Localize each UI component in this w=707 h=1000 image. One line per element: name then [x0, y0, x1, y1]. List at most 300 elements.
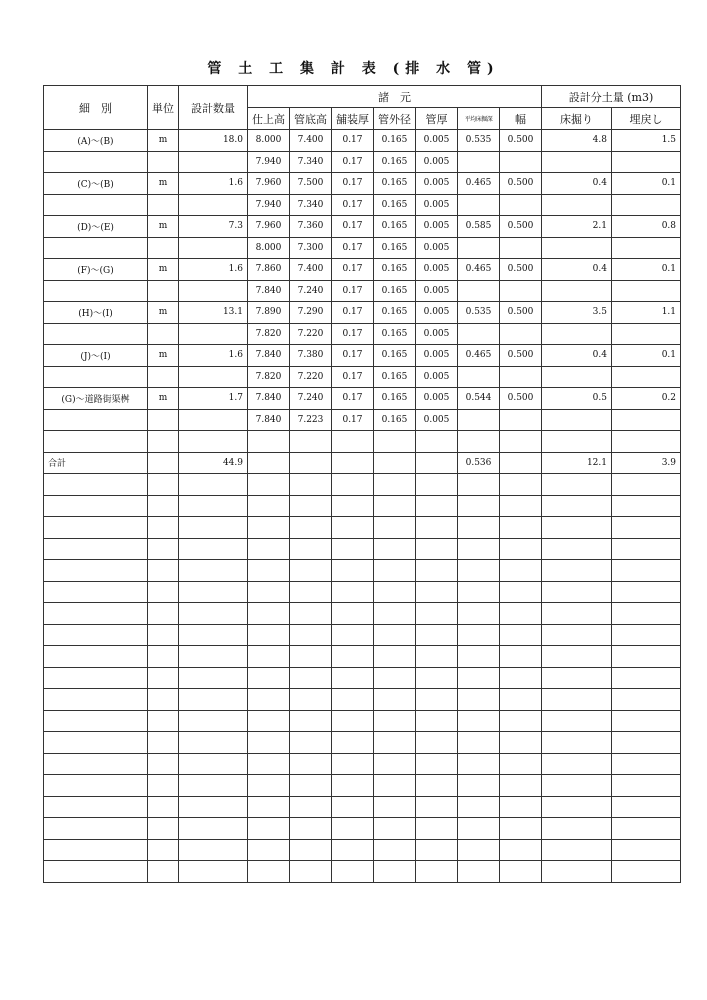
empty-cell [248, 732, 290, 754]
empty-cell [542, 560, 612, 582]
empty-cell [44, 861, 148, 883]
empty-cell [542, 495, 612, 517]
empty-cell [179, 839, 248, 861]
excavation-cell: 0.4 [542, 259, 612, 281]
width-cell [500, 409, 542, 431]
finish-height-cell [248, 452, 290, 474]
empty-row [44, 646, 681, 668]
empty-cell [44, 560, 148, 582]
empty-row [44, 667, 681, 689]
empty-row [44, 560, 681, 582]
empty-cell [500, 581, 542, 603]
item-name-cell: (C)～(B) [44, 173, 148, 195]
item-name-cell: 合計 [44, 452, 148, 474]
empty-row [44, 839, 681, 861]
empty-cell [416, 839, 458, 861]
pipe-thickness-cell: 0.005 [416, 194, 458, 216]
excavation-cell [542, 431, 612, 453]
empty-cell [148, 775, 179, 797]
empty-cell [44, 517, 148, 539]
empty-cell [332, 796, 374, 818]
pipe-thickness-cell: 0.005 [416, 280, 458, 302]
average-depth-cell [458, 431, 500, 453]
empty-cell [458, 753, 500, 775]
header-soil-volume: 設計分土量 (m3) [542, 86, 681, 108]
pipe-thickness-cell: 0.005 [416, 323, 458, 345]
empty-cell [44, 603, 148, 625]
design-qty-cell: 13.1 [179, 302, 248, 324]
pipe-thickness-cell: 0.005 [416, 130, 458, 152]
empty-cell [542, 646, 612, 668]
design-qty-cell [179, 366, 248, 388]
unit-cell: m [148, 173, 179, 195]
pavement-thickness-cell: 0.17 [332, 366, 374, 388]
width-cell: 0.500 [500, 259, 542, 281]
pavement-thickness-cell: 0.17 [332, 345, 374, 367]
empty-cell [542, 474, 612, 496]
empty-cell [458, 624, 500, 646]
average-depth-cell: 0.535 [458, 302, 500, 324]
empty-cell [148, 646, 179, 668]
finish-height-cell: 7.820 [248, 366, 290, 388]
outer-diameter-cell: 0.165 [374, 302, 416, 324]
finish-height-cell: 8.000 [248, 237, 290, 259]
empty-cell [458, 689, 500, 711]
empty-cell [148, 732, 179, 754]
outer-diameter-cell: 0.165 [374, 151, 416, 173]
table-row [44, 366, 681, 388]
empty-cell [612, 775, 681, 797]
excavation-cell [542, 366, 612, 388]
empty-cell [148, 710, 179, 732]
design-qty-cell: 1.6 [179, 259, 248, 281]
empty-cell [500, 603, 542, 625]
pipe-bottom-cell: 7.380 [290, 345, 332, 367]
empty-row [44, 732, 681, 754]
backfill-cell [612, 366, 681, 388]
empty-row [44, 796, 681, 818]
table-row [44, 388, 681, 410]
finish-height-cell: 7.960 [248, 216, 290, 238]
empty-cell [612, 581, 681, 603]
finish-height-cell: 7.840 [248, 409, 290, 431]
empty-cell [458, 861, 500, 883]
empty-cell [44, 495, 148, 517]
empty-cell [332, 474, 374, 496]
empty-cell [416, 667, 458, 689]
pipe-bottom-cell: 7.400 [290, 130, 332, 152]
table-row [44, 345, 681, 367]
empty-cell [332, 517, 374, 539]
empty-cell [458, 517, 500, 539]
empty-cell [458, 796, 500, 818]
table-row [44, 194, 681, 216]
empty-cell [248, 839, 290, 861]
empty-cell [416, 495, 458, 517]
unit-cell [148, 280, 179, 302]
empty-cell [542, 796, 612, 818]
empty-cell [612, 474, 681, 496]
empty-cell [612, 710, 681, 732]
unit-cell: m [148, 130, 179, 152]
empty-row [44, 753, 681, 775]
outer-diameter-cell: 0.165 [374, 409, 416, 431]
pipe-thickness-cell: 0.005 [416, 216, 458, 238]
finish-height-cell: 7.840 [248, 280, 290, 302]
header-pipe-bottom: 管底高 [290, 108, 332, 130]
design-qty-cell [179, 237, 248, 259]
empty-cell [416, 538, 458, 560]
empty-cell [179, 603, 248, 625]
empty-row [44, 689, 681, 711]
empty-cell [500, 839, 542, 861]
empty-cell [542, 689, 612, 711]
empty-row [44, 775, 681, 797]
empty-cell [248, 861, 290, 883]
empty-cell [458, 839, 500, 861]
empty-cell [612, 861, 681, 883]
empty-cell [416, 732, 458, 754]
table-row [44, 409, 681, 431]
unit-cell: m [148, 259, 179, 281]
finish-height-cell: 7.860 [248, 259, 290, 281]
empty-cell [374, 581, 416, 603]
backfill-cell: 3.9 [612, 452, 681, 474]
empty-cell [44, 689, 148, 711]
width-cell [500, 194, 542, 216]
empty-cell [248, 775, 290, 797]
outer-diameter-cell: 0.165 [374, 194, 416, 216]
average-depth-cell: 0.535 [458, 130, 500, 152]
unit-cell [148, 409, 179, 431]
empty-cell [148, 603, 179, 625]
empty-cell [416, 796, 458, 818]
outer-diameter-cell: 0.165 [374, 345, 416, 367]
empty-cell [374, 710, 416, 732]
empty-cell [148, 839, 179, 861]
empty-cell [500, 818, 542, 840]
empty-cell [458, 603, 500, 625]
average-depth-cell [458, 280, 500, 302]
outer-diameter-cell [374, 431, 416, 453]
empty-cell [179, 560, 248, 582]
width-cell: 0.500 [500, 216, 542, 238]
finish-height-cell [248, 431, 290, 453]
empty-cell [44, 753, 148, 775]
empty-cell [179, 474, 248, 496]
backfill-cell: 0.1 [612, 259, 681, 281]
empty-cell [148, 495, 179, 517]
excavation-cell [542, 194, 612, 216]
empty-cell [332, 603, 374, 625]
empty-cell [374, 560, 416, 582]
finish-height-cell: 8.000 [248, 130, 290, 152]
empty-cell [290, 796, 332, 818]
empty-cell [542, 517, 612, 539]
excavation-cell [542, 280, 612, 302]
empty-cell [416, 818, 458, 840]
empty-cell [179, 753, 248, 775]
empty-cell [290, 689, 332, 711]
header-pipe-thickness: 管厚 [416, 108, 458, 130]
empty-cell [332, 775, 374, 797]
total-row [44, 452, 681, 474]
empty-cell [374, 624, 416, 646]
pavement-thickness-cell [332, 452, 374, 474]
header-width: 幅 [500, 108, 542, 130]
empty-cell [612, 517, 681, 539]
empty-cell [290, 753, 332, 775]
finish-height-cell: 7.940 [248, 194, 290, 216]
finish-height-cell: 7.820 [248, 323, 290, 345]
empty-cell [179, 581, 248, 603]
empty-cell [179, 710, 248, 732]
average-depth-cell [458, 151, 500, 173]
empty-cell [458, 538, 500, 560]
empty-cell [332, 624, 374, 646]
pavement-thickness-cell: 0.17 [332, 237, 374, 259]
empty-cell [458, 474, 500, 496]
empty-row [44, 624, 681, 646]
backfill-cell [612, 237, 681, 259]
empty-cell [148, 689, 179, 711]
empty-cell [416, 560, 458, 582]
empty-row [44, 495, 681, 517]
empty-cell [416, 861, 458, 883]
table-row [44, 259, 681, 281]
header-average-depth: 平均床掘深 [458, 108, 500, 130]
pipe-bottom-cell [290, 452, 332, 474]
table-row [44, 302, 681, 324]
empty-cell [179, 796, 248, 818]
table-row [44, 280, 681, 302]
empty-cell [458, 646, 500, 668]
excavation-cell [542, 237, 612, 259]
unit-cell [148, 431, 179, 453]
empty-cell [500, 624, 542, 646]
empty-cell [374, 818, 416, 840]
pipe-bottom-cell: 7.340 [290, 151, 332, 173]
pipe-bottom-cell: 7.240 [290, 388, 332, 410]
empty-cell [612, 495, 681, 517]
empty-cell [44, 581, 148, 603]
backfill-cell: 1.5 [612, 130, 681, 152]
empty-cell [290, 603, 332, 625]
pipe-thickness-cell: 0.005 [416, 366, 458, 388]
average-depth-cell [458, 409, 500, 431]
empty-cell [148, 581, 179, 603]
empty-cell [542, 775, 612, 797]
unit-cell [148, 366, 179, 388]
empty-cell [332, 495, 374, 517]
empty-cell [500, 732, 542, 754]
empty-cell [612, 667, 681, 689]
empty-cell [248, 646, 290, 668]
table-row [44, 431, 681, 453]
empty-cell [612, 646, 681, 668]
page-title: 管 土 工 集 計 表 (排 水 管) [207, 61, 500, 77]
empty-cell [248, 624, 290, 646]
width-cell [500, 323, 542, 345]
empty-cell [44, 538, 148, 560]
pavement-thickness-cell: 0.17 [332, 216, 374, 238]
excavation-cell [542, 151, 612, 173]
empty-cell [179, 495, 248, 517]
design-qty-cell [179, 194, 248, 216]
empty-cell [374, 753, 416, 775]
item-name-cell: (J)～(I) [44, 345, 148, 367]
pavement-thickness-cell: 0.17 [332, 280, 374, 302]
empty-cell [332, 689, 374, 711]
empty-cell [374, 861, 416, 883]
pipe-thickness-cell: 0.005 [416, 388, 458, 410]
empty-cell [44, 710, 148, 732]
empty-cell [374, 646, 416, 668]
empty-cell [148, 796, 179, 818]
empty-cell [332, 732, 374, 754]
outer-diameter-cell: 0.165 [374, 366, 416, 388]
pavement-thickness-cell: 0.17 [332, 409, 374, 431]
empty-cell [612, 839, 681, 861]
outer-diameter-cell: 0.165 [374, 130, 416, 152]
empty-cell [179, 667, 248, 689]
empty-cell [332, 818, 374, 840]
table-row [44, 237, 681, 259]
empty-cell [458, 710, 500, 732]
empty-cell [44, 732, 148, 754]
backfill-cell: 0.2 [612, 388, 681, 410]
empty-cell [290, 818, 332, 840]
outer-diameter-cell: 0.165 [374, 388, 416, 410]
empty-cell [416, 474, 458, 496]
pipe-bottom-cell: 7.500 [290, 173, 332, 195]
pipe-thickness-cell [416, 452, 458, 474]
average-depth-cell [458, 366, 500, 388]
pavement-thickness-cell: 0.17 [332, 388, 374, 410]
empty-cell [290, 495, 332, 517]
excavation-cell [542, 323, 612, 345]
pipe-bottom-cell: 7.220 [290, 366, 332, 388]
unit-cell [148, 151, 179, 173]
empty-cell [612, 818, 681, 840]
empty-cell [542, 732, 612, 754]
unit-cell [148, 237, 179, 259]
empty-cell [416, 710, 458, 732]
empty-cell [374, 775, 416, 797]
empty-cell [248, 753, 290, 775]
pipe-thickness-cell: 0.005 [416, 237, 458, 259]
empty-cell [290, 581, 332, 603]
empty-cell [179, 861, 248, 883]
empty-cell [44, 818, 148, 840]
empty-cell [248, 796, 290, 818]
empty-cell [612, 689, 681, 711]
empty-cell [612, 624, 681, 646]
pipe-thickness-cell: 0.005 [416, 173, 458, 195]
empty-cell [542, 839, 612, 861]
unit-cell: m [148, 388, 179, 410]
empty-cell [290, 732, 332, 754]
empty-cell [332, 538, 374, 560]
outer-diameter-cell: 0.165 [374, 216, 416, 238]
empty-cell [500, 517, 542, 539]
outer-diameter-cell: 0.165 [374, 323, 416, 345]
empty-row [44, 538, 681, 560]
empty-row [44, 581, 681, 603]
unit-cell: m [148, 302, 179, 324]
empty-cell [44, 624, 148, 646]
empty-cell [374, 517, 416, 539]
header-excavation: 床掘り [542, 108, 612, 130]
item-name-cell [44, 237, 148, 259]
empty-cell [44, 839, 148, 861]
empty-cell [458, 775, 500, 797]
empty-cell [148, 474, 179, 496]
item-name-cell [44, 151, 148, 173]
pavement-thickness-cell: 0.17 [332, 151, 374, 173]
pipe-thickness-cell: 0.005 [416, 151, 458, 173]
empty-cell [612, 753, 681, 775]
empty-cell [542, 861, 612, 883]
unit-cell: m [148, 216, 179, 238]
design-qty-cell: 1.6 [179, 345, 248, 367]
empty-cell [500, 861, 542, 883]
empty-cell [612, 538, 681, 560]
average-depth-cell: 0.465 [458, 345, 500, 367]
empty-cell [332, 581, 374, 603]
empty-cell [500, 775, 542, 797]
pipe-thickness-cell: 0.005 [416, 409, 458, 431]
design-qty-cell [179, 280, 248, 302]
empty-cell [148, 667, 179, 689]
backfill-cell: 1.1 [612, 302, 681, 324]
empty-cell [332, 839, 374, 861]
width-cell: 0.500 [500, 345, 542, 367]
empty-cell [148, 753, 179, 775]
backfill-cell [612, 323, 681, 345]
empty-cell [416, 753, 458, 775]
empty-cell [542, 581, 612, 603]
empty-cell [148, 517, 179, 539]
empty-cell [248, 689, 290, 711]
pipe-thickness-cell: 0.005 [416, 345, 458, 367]
pipe-bottom-cell: 7.220 [290, 323, 332, 345]
empty-cell [374, 495, 416, 517]
outer-diameter-cell: 0.165 [374, 280, 416, 302]
empty-cell [542, 667, 612, 689]
empty-cell [374, 732, 416, 754]
empty-cell [148, 818, 179, 840]
empty-row [44, 818, 681, 840]
item-name-cell: (A)～(B) [44, 130, 148, 152]
empty-cell [374, 689, 416, 711]
pipe-thickness-cell: 0.005 [416, 302, 458, 324]
width-cell: 0.500 [500, 302, 542, 324]
empty-cell [248, 581, 290, 603]
pavement-thickness-cell: 0.17 [332, 130, 374, 152]
backfill-cell [612, 280, 681, 302]
empty-cell [332, 861, 374, 883]
width-cell: 0.500 [500, 388, 542, 410]
empty-cell [290, 624, 332, 646]
pipe-bottom-cell: 7.400 [290, 259, 332, 281]
excavation-cell: 3.5 [542, 302, 612, 324]
empty-cell [458, 818, 500, 840]
empty-cell [374, 796, 416, 818]
design-qty-cell: 18.0 [179, 130, 248, 152]
item-name-cell [44, 431, 148, 453]
design-qty-cell: 7.3 [179, 216, 248, 238]
